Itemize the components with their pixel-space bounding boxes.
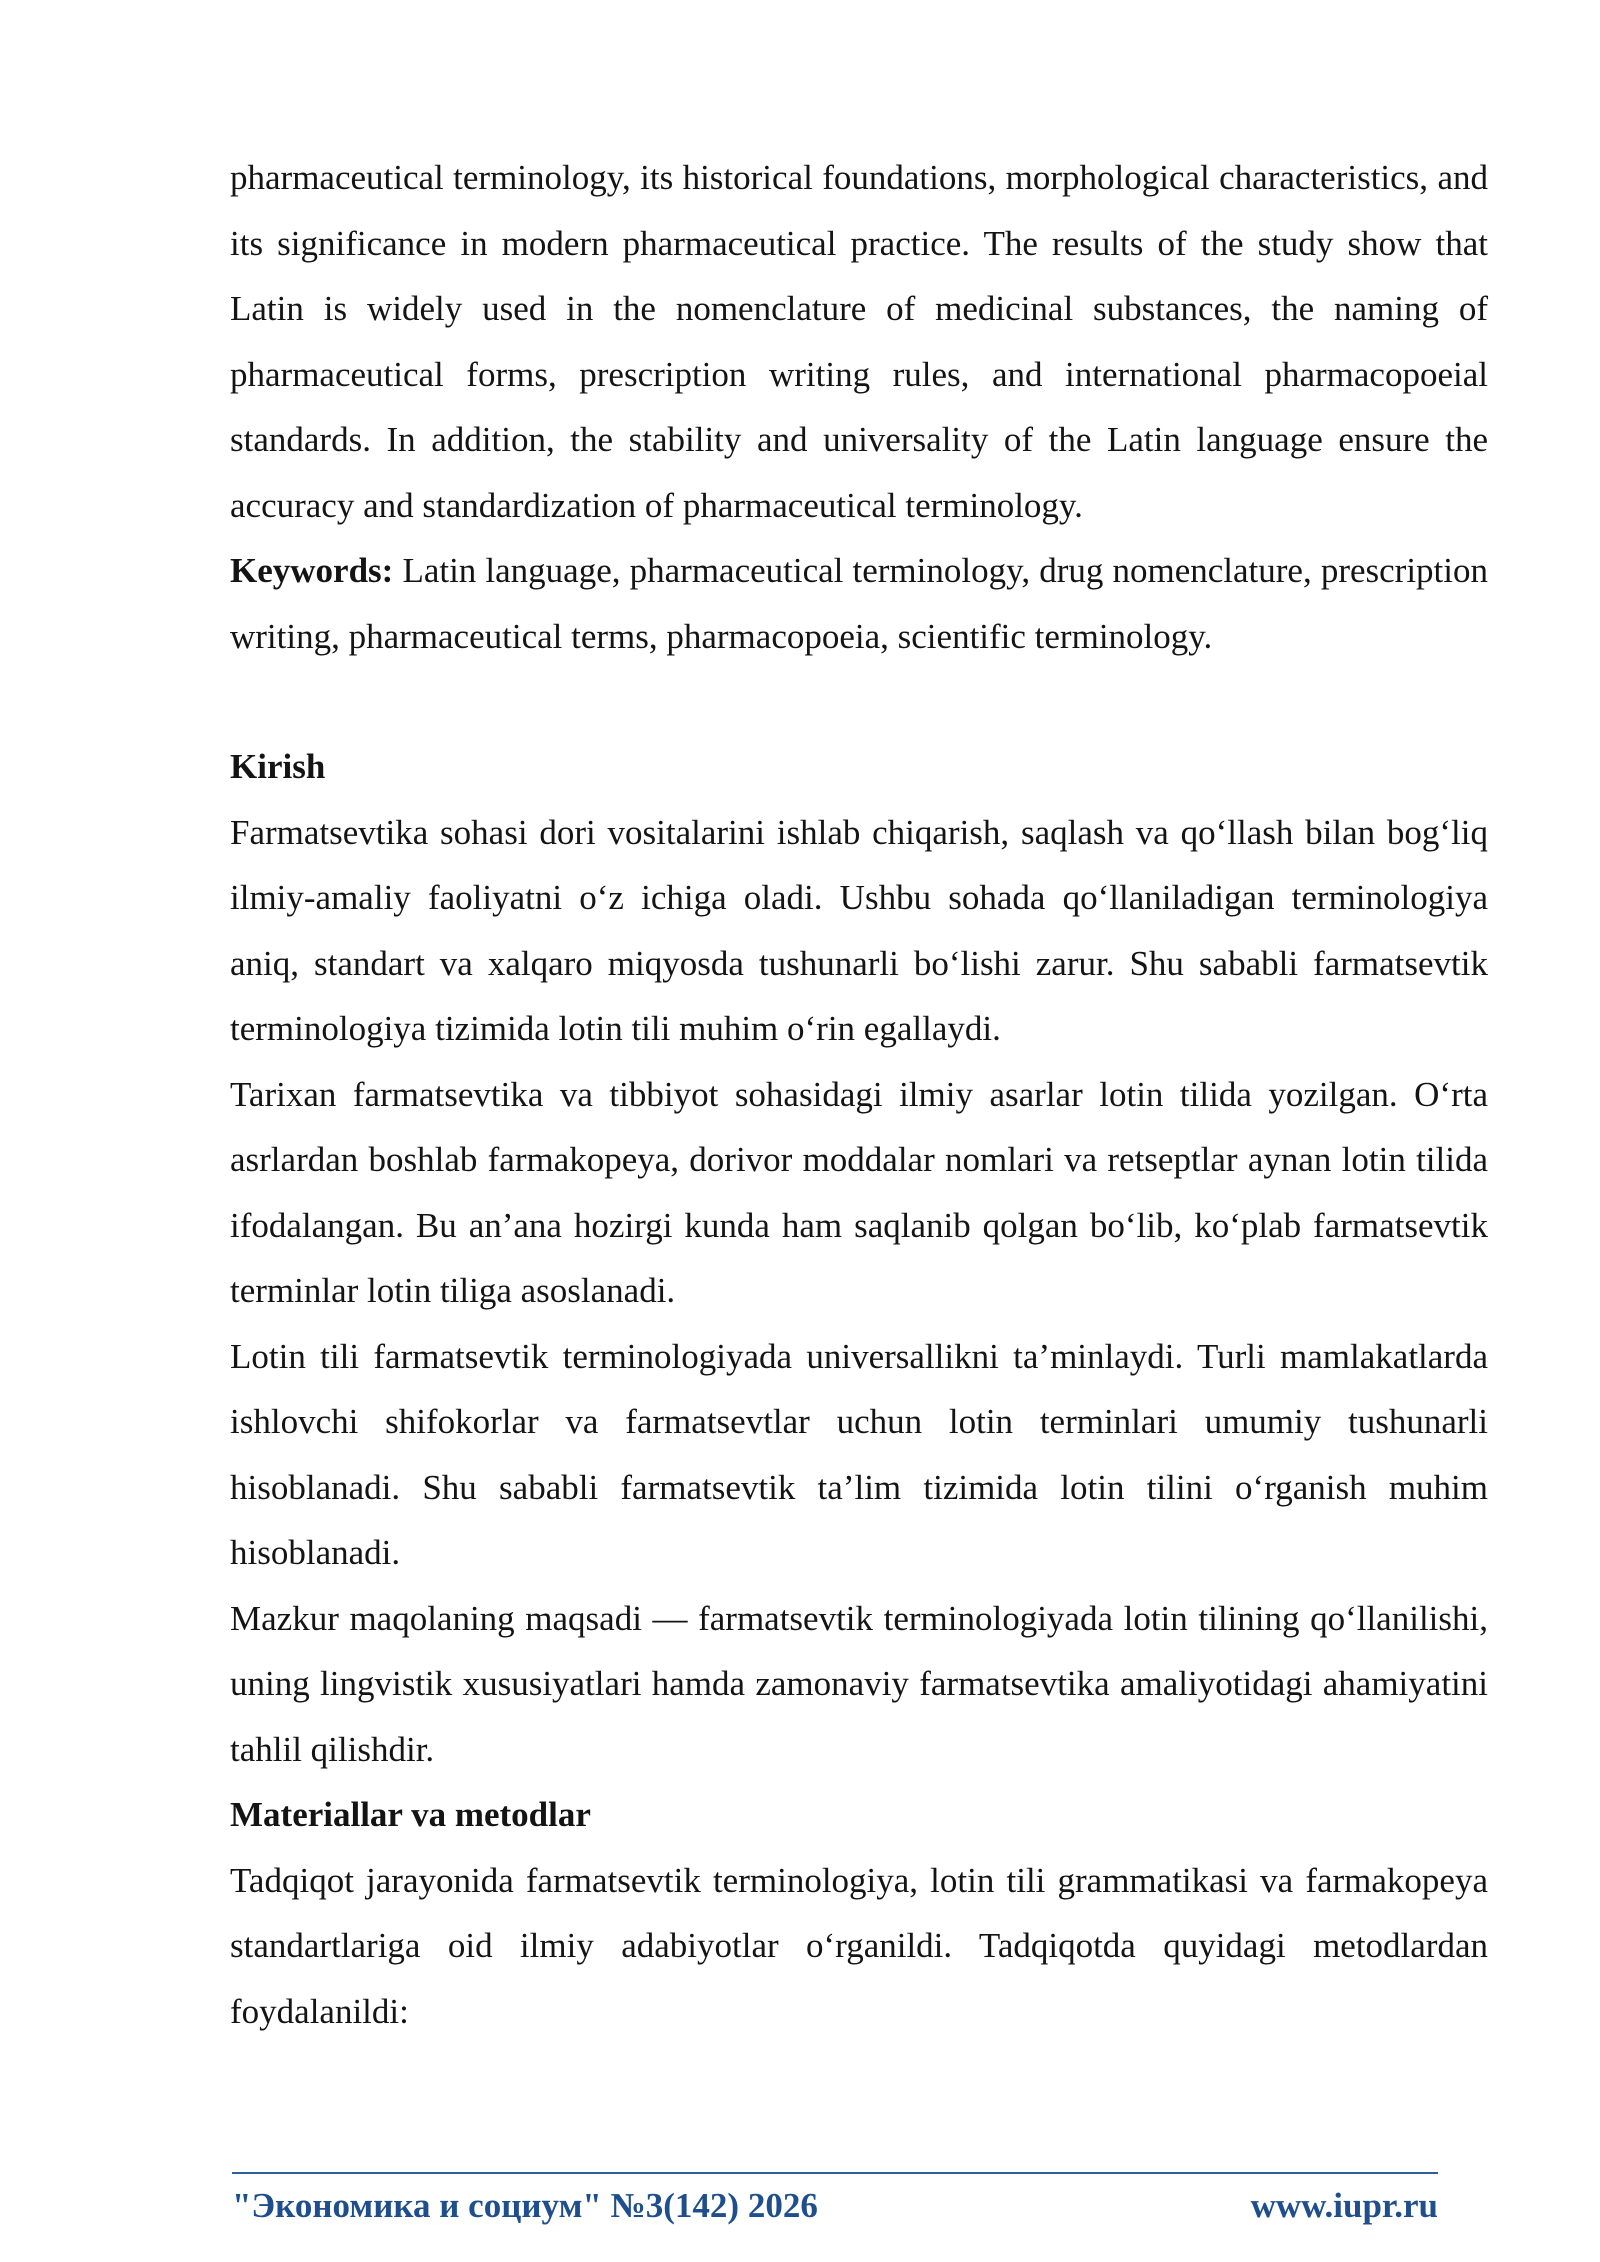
page-content (230, 145, 1488, 2044)
page-footer (232, 2186, 1438, 2226)
keywords-label: Keywords: (230, 551, 394, 590)
methods-paragraph: Tadqiqot jarayonida farmatsevtik terminologiya, lotin tili grammatikasi va farmakopeya standartlariga oid ilmiy adabiyotlar o‘rganildi. Tadqiqotda quyidagi metodlardan foydalanildi: (230, 1860, 1488, 2031)
intro-paragraph: Tarixan farmatsevtika va tibbiyot sohasidagi ilmiy asarlar lotin tilida yozilgan. O‘rta asrlardan boshlab farmakopeya, dorivor moddalar nomlari va retseptlar aynan lotin tilida ifodalangan. Bu an’ana hozirgi kunda ham saqlanib qolgan bo‘lib, ko‘plab farmatsevtik terminlar lotin tiliga asoslanadi. (230, 1074, 1488, 1310)
section-spacer (230, 669, 1488, 734)
intro-heading: Kirish (230, 747, 326, 786)
footer-divider (232, 2172, 1438, 2174)
methods-heading: Materiallar va metodlar (230, 1795, 591, 1834)
footer-journal: "Экономика и социум" №3(142) 2026 (232, 2186, 818, 2225)
intro-paragraph: Farmatsevtika sohasi dori vositalarini ishlab chiqarish, saqlash va qo‘llash bilan bog‘liq ilmiy-amaliy faoliyatni o‘z ichiga oladi. Ushbu sohada qo‘llaniladigan terminologiya aniq, standart va xalqaro miqyosda tushunarli bo‘lishi zarur. Shu sababli farmatsevtik terminologiya tizimida lotin tili muhim o‘rin egallaydi. (230, 812, 1488, 1048)
intro-paragraph: Lotin tili farmatsevtik terminologiyada universallikni ta’minlaydi. Turli mamlakatlarda ishlovchi shifokorlar va farmatsevtlar uchun lotin terminlari umumiy tushunarli hisoblanadi. Shu sababli farmatsevtik ta’lim tizimida lotin tilini o‘rganish muhim hisoblanadi. (230, 1336, 1488, 1572)
abstract-continuation: pharmaceutical terminology, its historical foundations, morphological characteristics, and its significance in modern pharmaceutical practice. The results of the study show that Latin is widely used in the nomenclature of medicinal substances, the naming of pharmaceutical forms, prescription writing rules, and international pharmacopoeial standards. In addition, the stability and universality of the Latin language ensure the accuracy and standardization of pharmaceutical terminology. (230, 158, 1488, 525)
keywords-paragraph (230, 538, 1488, 669)
intro-paragraph: Mazkur maqolaning maqsadi — farmatsevtik terminologiyada lotin tilining qo‘llanilishi, uning lingvistik xususiyatlari hamda zamonaviy farmatsevtika amaliyotidagi ahamiyatini tahlil qilishdir. (230, 1598, 1488, 1769)
footer-website-link[interactable]: www.iupr.ru (1250, 2186, 1438, 2225)
keywords-text: Latin language, pharmaceutical terminology, drug nomenclature, prescription writing, pharmaceutical terms, pharmacopoeia, scientific terminology. (230, 551, 1488, 656)
